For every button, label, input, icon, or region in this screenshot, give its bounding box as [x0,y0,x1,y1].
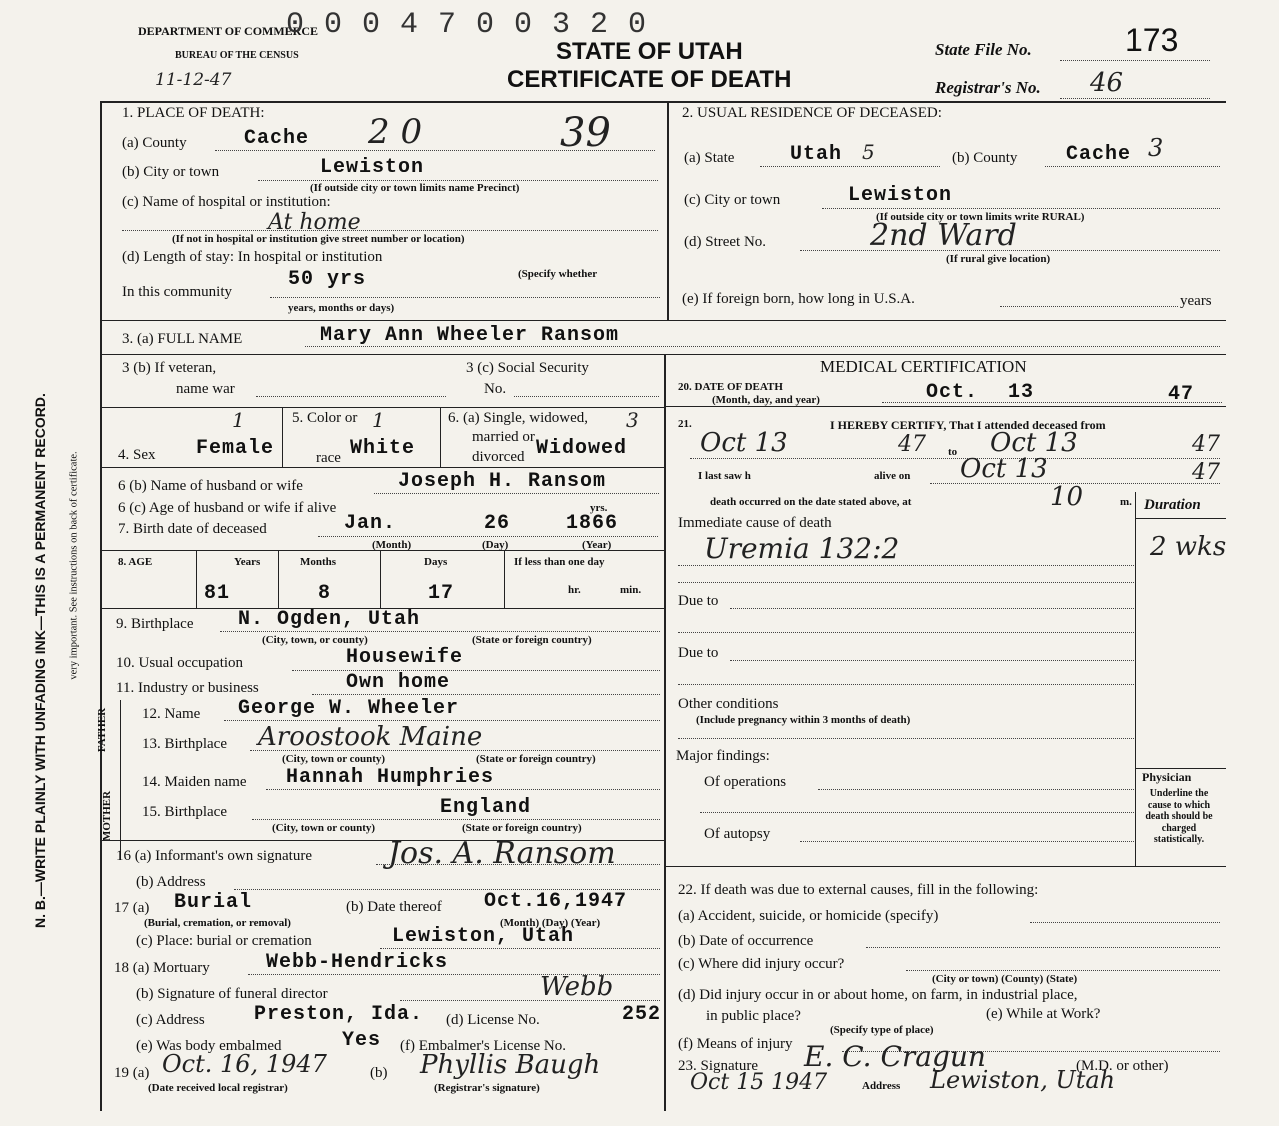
margin-write-plainly-text: N. B.—WRITE PLAINLY WITH UNFADING INK—THIS IS A PERMANENT RECORD. [32,393,48,928]
age-label: 8. AGE [118,556,153,568]
residence-foreign-label: (e) If foreign born, how long in U.S.A. [682,291,915,307]
bureau-label: BUREAU OF THE CENSUS [175,50,299,61]
occupation-label: 10. Usual occupation [116,655,244,671]
war-label: name war [176,381,235,397]
external-d-label: (d) Did injury occur in or about home, on farm, in industrial place, [678,987,1078,1003]
place-community-value: 50 yrs [288,268,367,291]
external-d-note: (Specify type of place) [830,1024,934,1036]
age-hr-label: hr. [568,584,581,596]
residence-city-note: (If outside city or town limits write RURAL) [876,211,1085,223]
cert-from-year: 47 [898,432,926,457]
father-state-note: (State or foreign country) [476,753,596,765]
state-file-value: 173 [1125,22,1179,58]
place-city-label: (b) City or town [122,164,220,180]
alive-on-label: alive on [874,470,911,482]
residence-street-label: (d) Street No. [684,234,767,250]
death-year: 47 [1168,383,1195,406]
external-c-label: (c) Where did injury occur? [678,956,845,972]
signature-address: Lewiston, Utah [930,1066,1116,1094]
birthplace-value: N. Ogden, Utah [238,608,421,631]
duration-label: Duration [1144,497,1201,513]
full-name-value: Mary Ann Wheeler Ransom [320,324,620,347]
birth-date-label: 7. Birth date of deceased [118,521,267,537]
informant-label: 16 (a) Informant's own signature [116,848,312,864]
other-conditions-note: (Include pregnancy within 3 months of death) [696,714,911,726]
death-time: 10 [1050,482,1084,512]
margin-date-note: 11-12-47 [155,70,232,90]
registrar-date-note: (Date received local registrar) [148,1082,288,1094]
margin-instruction-3: very important. See instructions on back of certificate. [68,451,80,680]
embalmed-label: (e) Was body embalmed [136,1038,282,1054]
mortuary-value: Webb-Hendricks [266,951,449,974]
license-value: 252 [622,1003,662,1026]
registrar-number-value: 46 [1090,68,1124,98]
burial-date-label: (b) Date thereof [346,899,442,915]
residence-county-code: 3 [1148,134,1164,162]
residence-street-note: (If rural give location) [946,253,1051,265]
cert-text: I HEREBY CERTIFY, That I attended deceased from [830,418,1106,432]
last-saw-label: I last saw h [698,470,751,482]
place-county-code: 2 0 [368,112,423,152]
external-c-note: (City or town) (County) (State) [932,973,1078,985]
burial-place-value: Lewiston, Utah [392,925,575,948]
external-heading: 22. If death was due to external causes, fill in the following: [678,882,1039,898]
age-months-label: Months [300,556,337,568]
state-file-label: State File No. [935,40,1032,59]
due-to-2-label: Due to [678,645,719,661]
residence-city-label: (c) City or town [684,192,781,208]
due-to-1-label: Due to [678,593,719,609]
immediate-cause-label: Immediate cause of death [678,515,832,531]
father-name-label: 12. Name [142,706,201,722]
registrar-b-label: (b) [370,1065,388,1081]
place-heading: 1. PLACE OF DEATH: [122,105,265,121]
cert-number: 21. [678,418,692,430]
residence-state-label: (a) State [684,150,735,166]
embalmer-label: (f) Embalmer's License No. [400,1038,566,1054]
age-days-label: Days [424,556,448,568]
spouse-value: Joseph H. Ransom [398,470,607,493]
sex-code: 1 [232,408,245,432]
immediate-cause-value: Uremia 132:2 [704,532,900,565]
residence-county-value: Cache [1066,143,1132,166]
age-less-label: If less than one day [514,556,605,568]
residence-city-value: Lewiston [848,184,953,207]
binding-margin [0,0,100,1126]
father-birthplace-label: 13. Birthplace [142,736,227,752]
place-hospital-note: (If not in hospital or institution give street number or location) [172,233,465,245]
place-code-mark: 39 [560,110,611,156]
mother-maiden-label: 14. Maiden name [142,774,247,790]
other-conditions-label: Other conditions [678,696,779,712]
embalmed-value: Yes [342,1029,382,1052]
serial-number: 0 0 0 4 7 0 0 3 2 0 [286,8,648,42]
external-a-label: (a) Accident, suicide, or homicide (specify) [678,908,939,924]
registrar-number-label: Registrar's No. [935,78,1041,97]
cert-from-date: Oct 13 [700,428,788,458]
father-name-value: George W. Wheeler [238,697,460,720]
place-community-label: In this community [122,284,232,300]
age-days-value: 17 [428,582,455,605]
place-hospital-label: (c) Name of hospital or institution: [122,194,331,210]
mother-birthplace-label: 15. Birthplace [142,804,227,820]
age-years-value: 81 [204,582,231,605]
mortuary-address-value: Preston, Ida. [254,1003,424,1026]
death-date-label: 20. DATE OF DEATH [678,381,783,393]
residence-street-value: 2nd Ward [870,218,1017,253]
place-community-note: years, months or days) [288,302,395,314]
signature-address-label: Address [862,1080,901,1092]
residence-county-label: (b) County [952,150,1018,166]
external-b-label: (b) Date of occurrence [678,933,814,949]
death-month: Oct. [926,381,979,404]
birth-day-note: (Day) [482,539,509,551]
residence-state-code: 5 [862,140,875,164]
death-time-unit: m. [1120,496,1132,508]
place-city-note: (If outside city or town limits name Precinct) [310,182,520,194]
external-e-label: (e) While at Work? [986,1006,1101,1022]
spouse-age-label: 6 (c) Age of husband or wife if alive [118,500,337,516]
age-years-label: Years [234,556,261,568]
ssn-no-label: No. [484,381,507,397]
mother-city-note: (City, town or county) [272,822,376,834]
status-value: Widowed [536,437,628,460]
signature-date: Oct 15 1947 [690,1070,828,1095]
industry-label: 11. Industry or business [116,680,259,696]
death-occurred-label: death occurred on the date stated above, at [710,496,912,508]
birthplace-label: 9. Birthplace [116,616,194,632]
mortuary-address-label: (c) Address [136,1012,205,1028]
status-label-2: married or [472,429,535,445]
place-city-value: Lewiston [320,156,425,179]
burial-place-label: (c) Place: burial or cremation [136,933,312,949]
informant-signature: Jos. A. Ransom [388,836,616,871]
registrar-signature: Phyllis Baugh [420,1050,601,1080]
mother-birthplace-value: England [440,796,532,819]
mother-side-label: MOTHER [101,790,114,842]
operations-label: Of operations [704,774,787,790]
state-title: STATE OF UTAH [556,38,743,65]
director-label: (b) Signature of funeral director [136,986,328,1002]
registrar-label: 19 (a) [114,1065,150,1081]
medical-heading: MEDICAL CERTIFICATION [820,357,1027,376]
place-stay-label: (d) Length of stay: In hospital or institution [122,249,383,265]
mother-maiden-value: Hannah Humphries [286,766,495,789]
duration-value: 2 wks [1150,532,1227,562]
registrar-date: Oct. 16, 1947 [162,1050,327,1078]
department-label: DEPARTMENT OF COMMERCE [138,24,319,38]
cert-to-date: Oct 13 [990,428,1078,458]
race-label-1: 5. Color or [292,410,358,426]
father-city-note: (City, town or county) [282,753,386,765]
death-date-note: (Month, day, and year) [712,394,820,406]
burial-label: 17 (a) [114,900,150,916]
license-label: (d) License No. [446,1012,540,1028]
major-findings-label: Major findings: [676,748,770,764]
spouse-label: 6 (b) Name of husband or wife [118,478,303,494]
physician-box-title: Physician [1142,770,1192,784]
external-d2-label: in public place? [706,1008,801,1024]
birthplace-state-note: (State or foreign country) [472,634,592,646]
sex-label: 4. Sex [118,447,156,463]
race-label-2: race [316,450,341,466]
birth-year: 1866 [566,512,619,535]
industry-value: Own home [346,671,451,694]
cert-to-label: to [948,446,958,458]
status-label-1: 6. (a) Single, widowed, [448,410,588,426]
autopsy-label: Of autopsy [704,826,771,842]
sex-value: Female [196,437,275,460]
place-county-value: Cache [244,127,310,150]
age-min-label: min. [620,584,642,596]
place-county-label: (a) County [122,135,187,151]
place-specify-note: (Specify whether [518,268,598,280]
birth-month-note: (Month) [372,539,412,551]
status-label-3: divorced [472,449,525,465]
alive-date: Oct 13 [960,454,1048,484]
cert-to-year: 47 [1192,432,1220,457]
birthplace-city-note: (City, town, or county) [262,634,368,646]
occupation-value: Housewife [346,646,464,669]
physician-box-text: Underline the cause to which death should be charged statistically. [1145,788,1213,845]
signature-label: 23. Signature [678,1058,758,1074]
race-value: White [350,437,416,460]
certificate-title: CERTIFICATE OF DEATH [507,66,792,93]
burial-date-note: (Month) (Day) (Year) [500,917,601,929]
alive-year: 47 [1192,460,1220,485]
md-label: (M.D. or other) [1076,1058,1169,1074]
residence-state-value: Utah [790,143,843,166]
place-hospital-value: At home [268,210,361,235]
race-code: 1 [372,408,385,432]
full-name-label: 3. (a) FULL NAME [122,331,243,347]
birth-year-note: (Year) [582,539,612,551]
burial-value: Burial [174,891,253,914]
birth-day: 26 [484,512,511,535]
father-side-label: FATHER [96,707,109,753]
residence-heading: 2. USUAL RESIDENCE OF DECEASED: [682,105,942,121]
age-months-value: 8 [318,582,332,605]
burial-note: (Burial, cremation, or removal) [144,917,291,929]
registrar-signature-note: (Registrar's signature) [434,1082,540,1094]
spouse-age-unit: yrs. [590,502,608,514]
residence-years-label: years [1180,293,1212,309]
burial-date-value: Oct.16,1947 [484,890,628,913]
birth-month: Jan. [344,512,397,535]
ssn-label: 3 (c) Social Security [466,360,589,376]
father-birthplace-value: Aroostook Maine [258,722,483,752]
veteran-label: 3 (b) If veteran, [122,360,217,376]
external-f-label: (f) Means of injury [678,1036,793,1052]
physician-signature: E. C. Cragun [804,1040,986,1073]
status-code: 3 [626,408,639,432]
director-signature: Webb [540,972,614,1002]
mortuary-label: 18 (a) Mortuary [114,960,210,976]
mother-state-note: (State or foreign country) [462,822,582,834]
informant-address-label: (b) Address [136,874,206,890]
death-day: 13 [1008,381,1035,404]
